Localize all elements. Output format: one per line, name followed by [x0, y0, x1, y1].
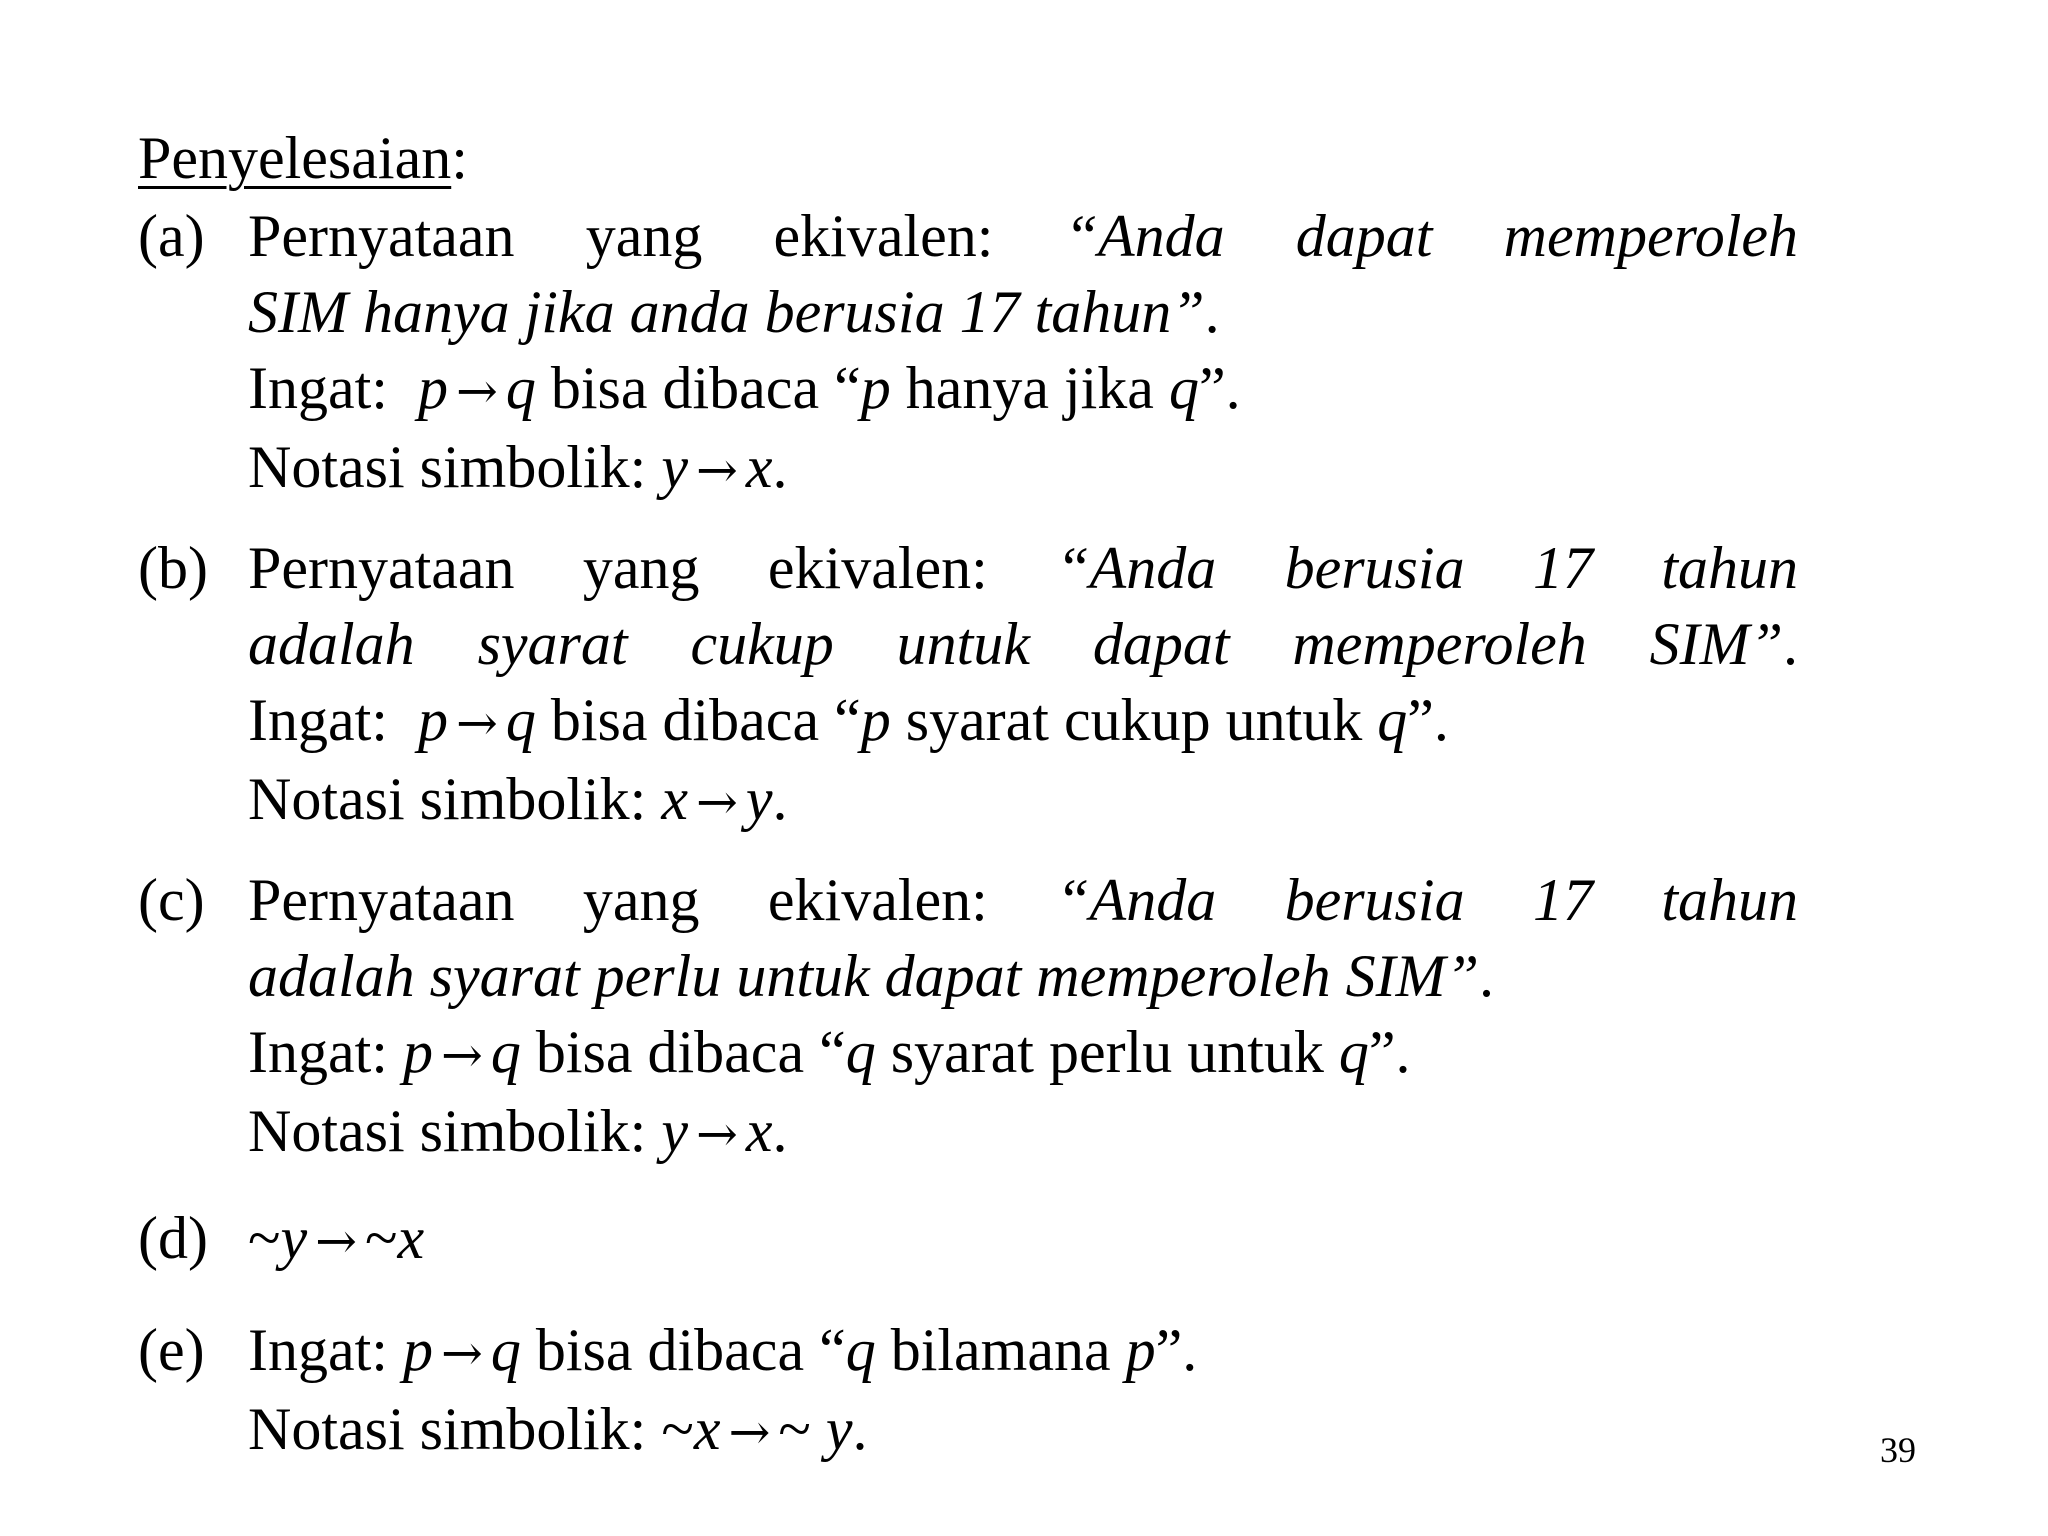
- implies-arrow: →: [440, 1324, 483, 1382]
- equiv-quote-part1: “Anda dapat memperoleh: [1064, 203, 1798, 269]
- implies-arrow: →: [696, 441, 738, 499]
- answer-b-marker: (b): [138, 535, 208, 601]
- answer-b-line-2: adalah syarat cukup untuk dapat memperoleh SIM”.: [248, 611, 1798, 677]
- answer-c: [138, 862, 1798, 1172]
- answer-a-reminder: Ingat: p → q bisa dibaca “p hanya jika q”.: [248, 355, 1241, 421]
- implies-arrow: →: [728, 1403, 771, 1461]
- answer-e-notation: Notasi simbolik: ~x → ~ y.: [248, 1396, 868, 1462]
- heading-label: Penyelesaian: [138, 125, 452, 191]
- answer-b-line-1: Pernyataan yang ekivalen: “Anda berusia 17 tahun: [248, 535, 1798, 601]
- answer-b-reminder: Ingat: p → q bisa dibaca “p syarat cukup untuk q”.: [248, 687, 1449, 753]
- answer-a-line-1: [248, 198, 1798, 274]
- implies-arrow: →: [440, 1026, 483, 1084]
- equiv-quote-part2: SIM hanya jika anda berusia 17 tahun”: [248, 279, 1205, 345]
- answer-d: [138, 1200, 1798, 1279]
- answer-a-line-2: SIM hanya jika anda berusia 17 tahun”.: [248, 279, 1220, 345]
- answer-a-marker: (a): [138, 203, 205, 269]
- implies-arrow: →: [696, 1105, 738, 1163]
- implies-arrow: →: [455, 694, 498, 752]
- answer-c-marker: (c): [138, 867, 205, 933]
- answer-c-line-1: Pernyataan yang ekivalen: “Anda berusia 17 tahun: [248, 867, 1798, 933]
- answer-c-notation: Notasi simbolik: y → x.: [248, 1098, 788, 1164]
- answer-a-notation: Notasi simbolik: y → x.: [248, 434, 788, 500]
- answer-c-line-2: adalah syarat perlu untuk dapat memperoleh SIM”.: [248, 943, 1494, 1009]
- answer-b: [138, 530, 1798, 840]
- answer-e: [138, 1312, 1798, 1470]
- answer-a: [138, 198, 1798, 508]
- answer-b-notation: Notasi simbolik: x → y.: [248, 766, 788, 832]
- implies-arrow: →: [315, 1212, 358, 1270]
- solution-heading: [138, 120, 468, 196]
- implies-arrow: →: [455, 362, 498, 420]
- answer-d-marker: (d): [138, 1205, 208, 1271]
- implies-arrow: →: [696, 773, 738, 831]
- equiv-lead: Pernyataan yang ekivalen:: [248, 203, 1065, 269]
- answer-e-marker: (e): [138, 1317, 205, 1383]
- answer-e-reminder: Ingat: p → q bisa dibaca “q bilamana p”.: [248, 1317, 1198, 1383]
- answer-c-reminder: Ingat: p → q bisa dibaca “q syarat perlu untuk q”.: [248, 1019, 1411, 1085]
- page-number: 39: [1880, 1430, 1916, 1470]
- heading-colon: :: [451, 125, 468, 191]
- answer-d-notation: ~y → ~x: [248, 1205, 425, 1271]
